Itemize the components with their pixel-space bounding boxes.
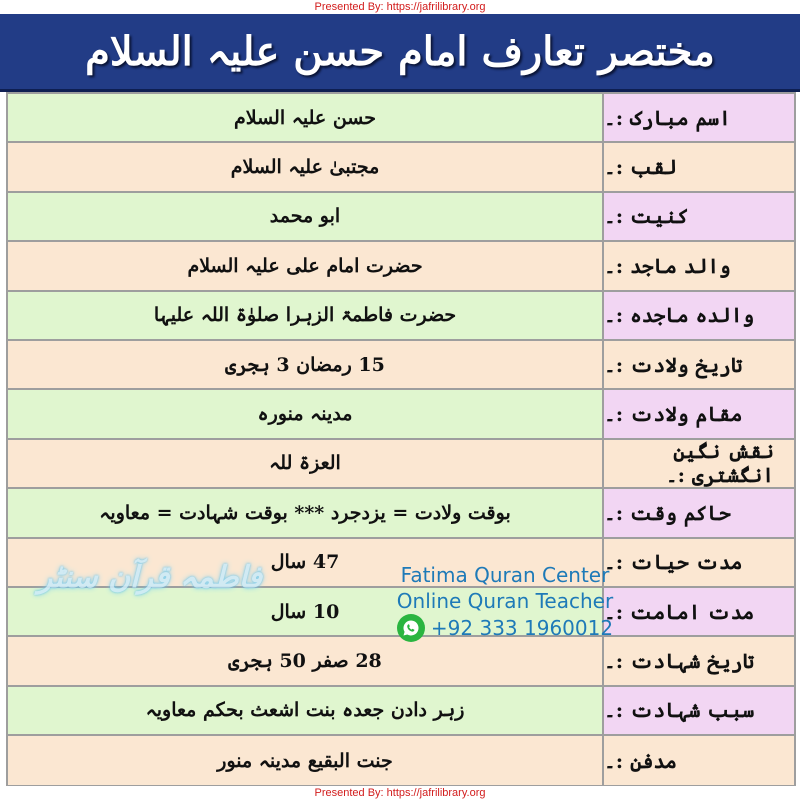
row-value: 10 سال bbox=[8, 588, 604, 635]
row-value: العزۃ للہ bbox=[8, 440, 604, 487]
table-row bbox=[8, 242, 794, 291]
whatsapp-icon bbox=[397, 614, 425, 642]
row-label: تاریخ شہادت :۔ bbox=[604, 637, 794, 684]
row-value: حضرت فاطمۃ الزہرا صلوٰۃ اللہ علیہا bbox=[8, 292, 604, 339]
table-row bbox=[8, 94, 794, 143]
row-label: والد ماجد :۔ bbox=[604, 242, 794, 289]
page-title: مختصر تعارف امام حسن علیہ السلام bbox=[85, 28, 715, 75]
table-row bbox=[8, 489, 794, 538]
row-value: 15 رمضان 3 ہجری bbox=[8, 341, 604, 388]
row-label: مدت امامت :۔ bbox=[604, 588, 794, 635]
watermark-line1: Fatima Quran Center bbox=[400, 563, 610, 587]
row-label: والدہ ماجدہ :۔ bbox=[604, 292, 794, 339]
row-label: اسم مبارک :۔ bbox=[604, 94, 794, 141]
row-value: حسن علیہ السلام bbox=[8, 94, 604, 141]
row-label: مقام ولادت :۔ bbox=[604, 390, 794, 437]
watermark-line2: Online Quran Teacher bbox=[396, 589, 614, 613]
row-label: مدفن :۔ bbox=[604, 736, 794, 785]
row-value: 28 صفر 50 ہجری bbox=[8, 637, 604, 684]
title-banner bbox=[0, 14, 800, 92]
table-row bbox=[8, 736, 794, 785]
row-label: مدت حیات :۔ bbox=[604, 539, 794, 586]
row-value: ابو محمد bbox=[8, 193, 604, 240]
row-label: سبب شہادت :۔ bbox=[604, 687, 794, 734]
row-value: 47 سال bbox=[8, 539, 604, 586]
table-row bbox=[8, 143, 794, 192]
watermark-urdu-logo: فاطمہ قرآن سنٹر bbox=[37, 560, 263, 595]
watermark-phone: +92 333 1960012 bbox=[430, 616, 614, 640]
table-row bbox=[8, 341, 794, 390]
watermark-contact bbox=[380, 562, 630, 642]
row-value: حضرت امام علی علیہ السلام bbox=[8, 242, 604, 289]
watermark-phone-row bbox=[380, 614, 630, 642]
row-value: مدینہ منورہ bbox=[8, 390, 604, 437]
credit-top[interactable]: Presented By: https://jafrilibrary.org bbox=[314, 1, 486, 13]
row-value: زہر دادن جعدہ بنت اشعث بحکم معاویہ bbox=[8, 687, 604, 734]
row-label: لقب :۔ bbox=[604, 143, 794, 190]
info-table bbox=[6, 92, 796, 786]
row-label: حاکم وقت :۔ bbox=[604, 489, 794, 536]
table-row bbox=[8, 440, 794, 489]
table-row bbox=[8, 390, 794, 439]
row-value: جنت البقیع مدینہ منور bbox=[8, 736, 604, 785]
credit-bottom[interactable]: Presented By: https://jafrilibrary.org bbox=[314, 787, 486, 799]
row-value: مجتبیٰ علیہ السلام bbox=[8, 143, 604, 190]
table-row bbox=[8, 193, 794, 242]
row-label: تاریخ ولادت :۔ bbox=[604, 341, 794, 388]
row-label: نقش نگین انگشتری :۔ bbox=[604, 440, 794, 487]
row-label: کنیت :۔ bbox=[604, 193, 794, 240]
table-row bbox=[8, 637, 794, 686]
table-row bbox=[8, 687, 794, 736]
table-row bbox=[8, 292, 794, 341]
row-value: بوقت ولادت = یزدجرد *** بوقت شہادت = معاویہ bbox=[8, 489, 604, 536]
